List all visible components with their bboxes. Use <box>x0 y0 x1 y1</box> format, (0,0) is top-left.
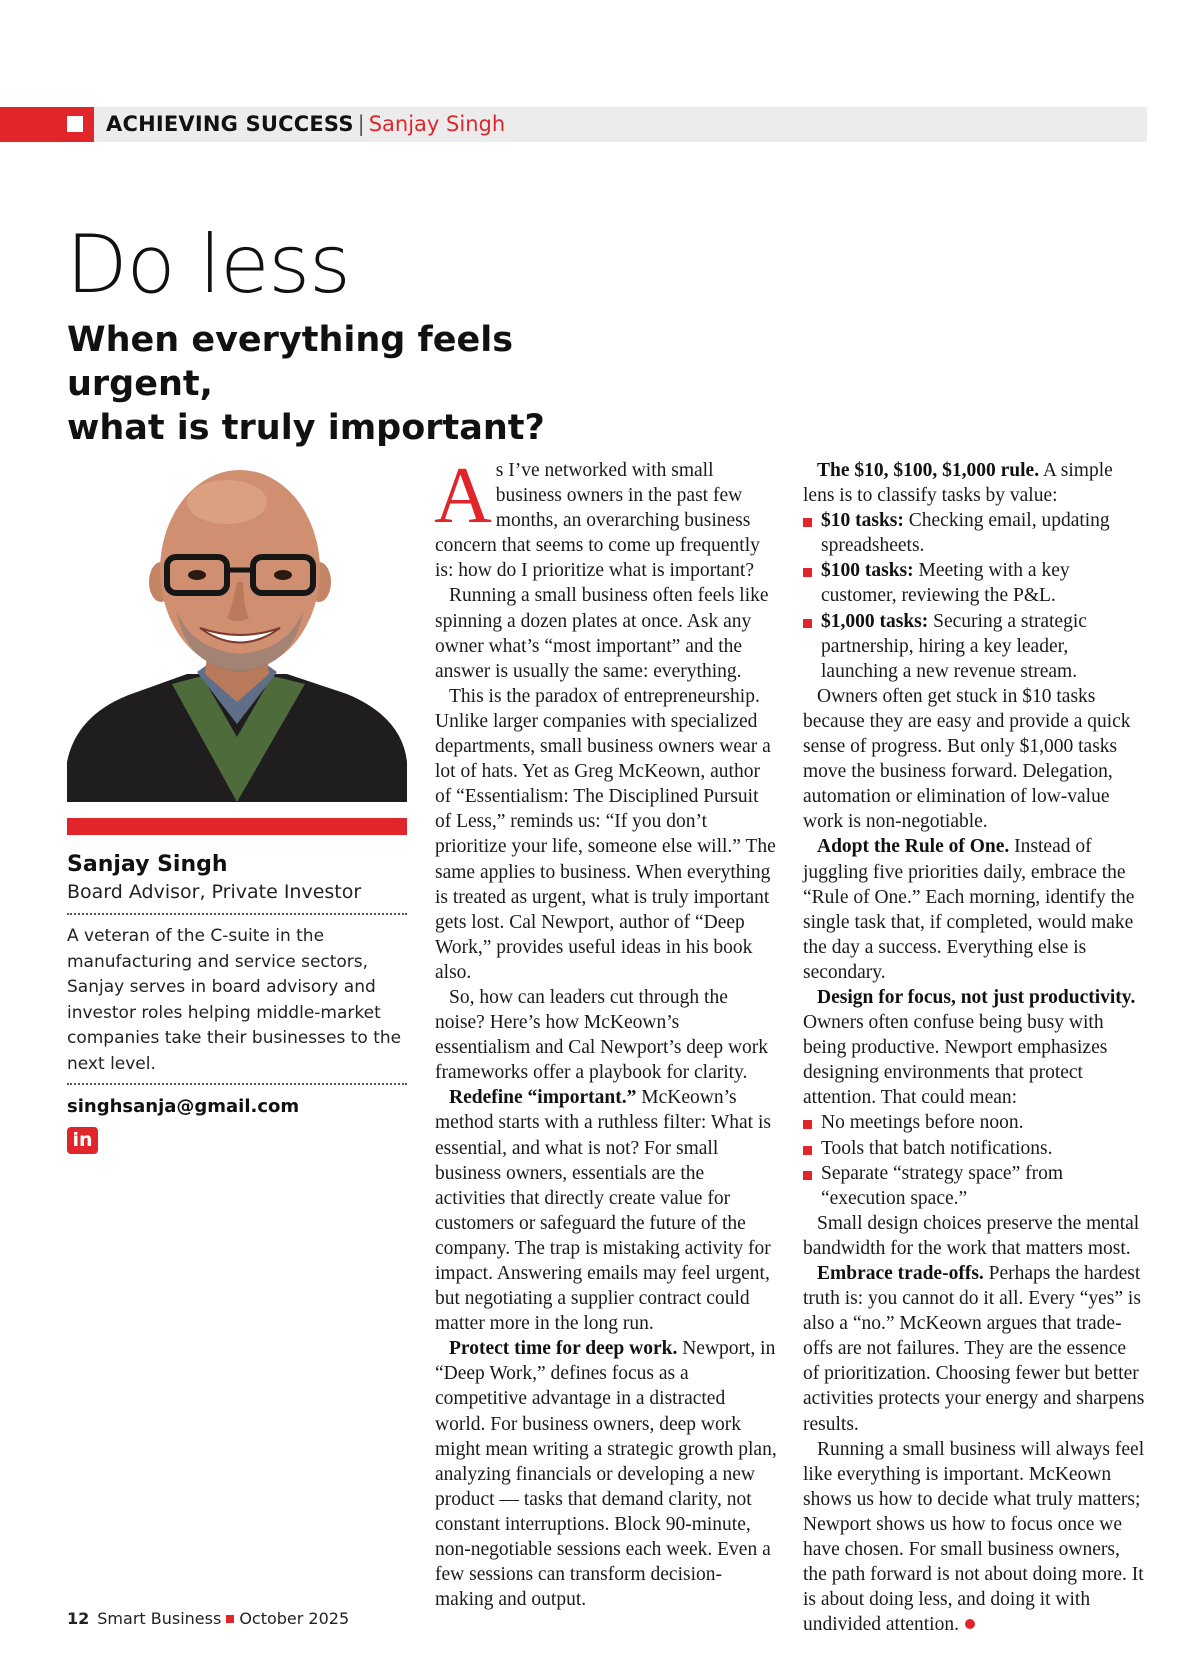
article-column-1 <box>434 452 778 1612</box>
section-title: ACHIEVING SUCCESS <box>106 112 354 136</box>
author-photo <box>67 462 407 802</box>
paragraph-text: A simple lens is to classify tasks by value: <box>803 460 1113 507</box>
issue-date: October 2025 <box>239 1609 350 1628</box>
article-paragraph-2: Running a small business often feels like spinning a dozen plates at once. Ask any owner what’s “most important” and the answer is usually the same: everything. <box>435 585 769 682</box>
article-paragraph-12 <box>803 1261 1146 1437</box>
footer-square-icon <box>226 1615 234 1623</box>
page-number: 12 <box>67 1609 90 1628</box>
linkedin-icon[interactable]: in <box>67 1127 98 1154</box>
article-paragraph-9 <box>803 834 1146 985</box>
bio-email-link[interactable]: singhsanja@gmail.com <box>67 1096 300 1117</box>
paragraph-text: Newport, in “Deep Work,” defines focus as a competitive advantage in a distracted world. For business owners, deep work might mean writing a strategic growth plan, analyzing financials or developing a new product — tasks that demand clarity, not constant interruptions. Block 90-minute, non-negotiable sessions each week. Even a few sessions can transform decision-making and output. <box>435 1338 777 1611</box>
end-mark-icon <box>965 1619 975 1629</box>
focus-list <box>803 1110 1146 1210</box>
paragraph-lead: Adopt the Rule of One. <box>817 836 1010 858</box>
article-paragraph-5 <box>435 1085 778 1336</box>
publication-name: Smart Business <box>97 1609 222 1628</box>
tier-label: $100 tasks: <box>821 560 914 582</box>
paragraph-lead: The $10, $100, $1,000 rule. <box>817 460 1040 481</box>
author-portrait-illustration <box>67 462 407 802</box>
paragraph-text: Instead of juggling five priorities daily, embrace the “Rule of One.” Each morning, identify the single task that, if completed, would make the day a success. Everything else is secondary. <box>803 836 1135 983</box>
bio-divider-bottom <box>67 1083 407 1085</box>
article-paragraph-7 <box>803 458 1146 508</box>
bio-accent-bar <box>67 818 407 835</box>
bio-name: Sanjay Singh <box>67 852 228 877</box>
article-paragraph-4: So, how can leaders cut through the noise? Here’s how McKeown’s essentialism and Cal Newport’s deep work frameworks offer a playbook for clarity. <box>435 986 769 1084</box>
article-title: Do less <box>66 218 350 311</box>
list-item <box>803 558 1146 608</box>
article-paragraph-11: Small design choices preserve the mental bandwidth for the work that matters most. <box>803 1212 1140 1259</box>
list-item <box>803 508 1146 558</box>
bio-divider-top <box>67 913 407 915</box>
page-footer <box>67 1608 349 1630</box>
tier-text: Securing a strategic partnership, hiring a key leader, launching a new revenue stream. <box>821 610 1087 682</box>
tier-label: $1,000 tasks: <box>821 610 929 632</box>
tier-label: $10 tasks: <box>821 510 904 532</box>
paragraph-text: Owners often confuse being busy with being productive. Newport emphasizes designing environments that protect attention. That could mean: <box>803 1012 1108 1109</box>
paragraph-lead: Protect time for deep work. <box>449 1338 678 1360</box>
article-paragraph-1 <box>434 452 778 583</box>
bio-description: A veteran of the C-suite in the manufacturing and service sectors, Sanjay serves in board advisory and investor roles helping middle-market companies take their businesses to the next level. <box>67 926 402 1074</box>
paragraph-lead: Redefine “important.” <box>449 1087 637 1109</box>
paragraph-text: Perhaps the hardest truth is: you cannot do it all. Every “yes” is also a “no.” McKeown argues that trade-offs are not failures. They are the essence of prioritization. Choosing fewer but better activities protects your energy and sharpens results. <box>803 1263 1145 1435</box>
section-author: Sanjay Singh <box>368 112 506 136</box>
list-item: No meetings before noon. <box>803 1110 1146 1135</box>
article-paragraph-10 <box>803 985 1146 1110</box>
section-separator: | <box>357 112 365 136</box>
article-column-2 <box>803 458 1146 1637</box>
article-paragraph-8: Owners often get stuck in $10 tasks because they are easy and provide a quick sense of progress. But only $1,000 tasks move the business forward. Delegation, automation or elimination of low-value work is non-negotiable. <box>803 685 1131 833</box>
tier-text: Checking email, updating spreadsheets. <box>821 510 1110 557</box>
list-item: Tools that batch notifications. <box>803 1136 1146 1161</box>
article-paragraph-13 <box>803 1437 1146 1638</box>
list-item: Separate “strategy space” from “execution space.” <box>803 1161 1146 1211</box>
subtitle-line-1: When everything feels urgent, <box>67 320 514 404</box>
article-subtitle <box>67 318 667 450</box>
paragraph-text: s I’ve networked with small business owners in the past few months, an overarching business concern that seems to come up frequently is: how do I prioritize what is important? <box>435 460 760 582</box>
paragraph-lead: Design for focus, not just productivity. <box>817 986 1136 1008</box>
paragraph-text: Running a small business will always feel like everything is important. McKeown shows us how to decide what truly matters; Newport shows us how to focus once we have chosen. For small business owners, the path forward is not about doing more. It is about doing less, and doing it with undivided attention. <box>803 1438 1145 1636</box>
subtitle-line-2: what is truly important? <box>67 408 545 448</box>
article-paragraph-6 <box>435 1336 778 1612</box>
article-paragraph-3: This is the paradox of entrepreneurship. Unlike larger companies with specialized departments, small business owners wear a lot of hats. Yet as Greg McKeown, author of “Essentialism: The Disciplined Pursuit of Less,” reminds us: “If you don’t prioritize your life, someone else will.” The same applies to business. When everything is treated as urgent, what is truly important gets lost. Cal Newport, author of “Deep Work,” provides useful ideas in his book also. <box>435 685 776 983</box>
list-item <box>803 609 1146 684</box>
paragraph-lead: Embrace trade-offs. <box>817 1263 984 1284</box>
paragraph-text: McKeown’s method starts with a ruthless filter: What is essential, and what is not? For small business owners, essentials are the activities that directly create value for customers or safeguard the future of the company. The trap is mistaking activity for impact. Answering emails may feel urgent, but negotiating a supplier contract could matter more in the long run. <box>435 1087 771 1335</box>
drop-cap: A <box>434 452 492 540</box>
section-header <box>106 110 505 139</box>
bio-role: Board Advisor, Private Investor <box>67 881 362 903</box>
task-tier-list <box>803 508 1146 684</box>
tier-text: Meeting with a key customer, reviewing the P&L. <box>821 560 1070 607</box>
section-square-icon <box>67 116 83 132</box>
